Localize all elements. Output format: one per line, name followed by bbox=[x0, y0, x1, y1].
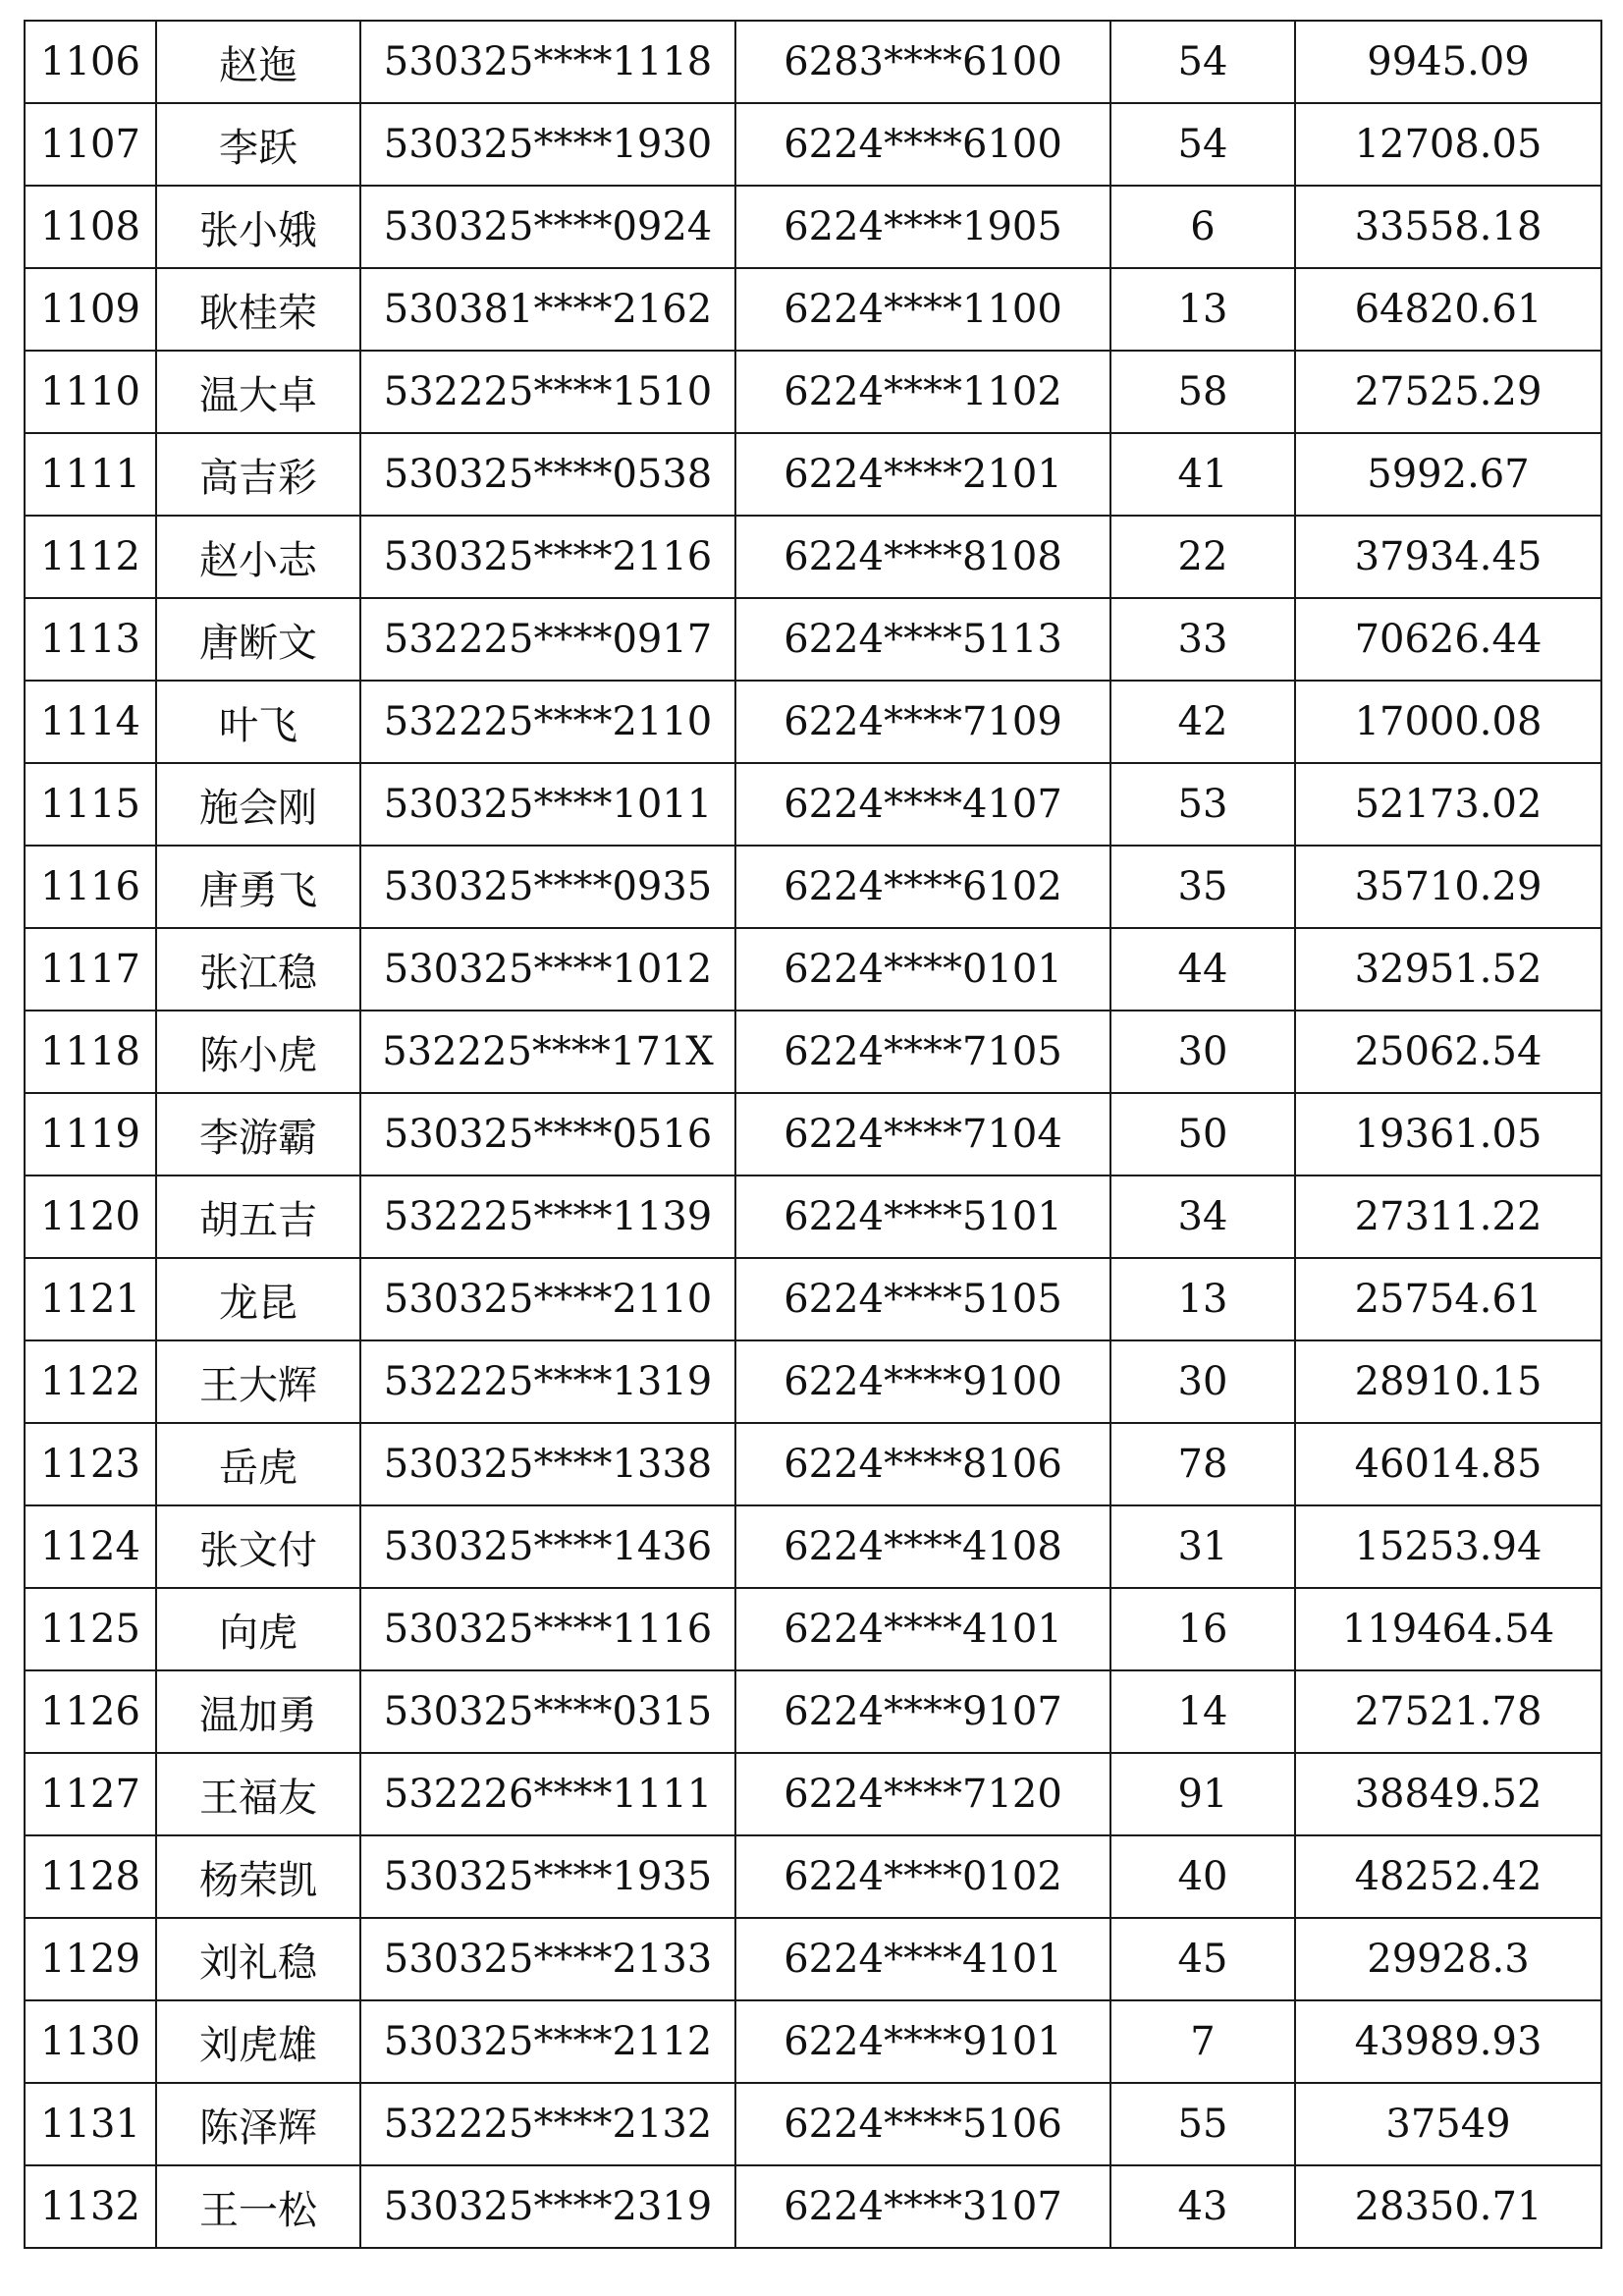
card-number-cell: 6224****2101 bbox=[735, 433, 1110, 516]
amount-cell: 52173.02 bbox=[1295, 763, 1601, 846]
table-row bbox=[25, 2165, 1601, 2248]
count-cell: 53 bbox=[1110, 763, 1295, 846]
name-cell: 刘礼稳 bbox=[156, 1918, 360, 2000]
id-number-cell: 530381****2162 bbox=[360, 268, 735, 351]
table-row bbox=[25, 103, 1601, 186]
amount-cell: 25062.54 bbox=[1295, 1011, 1601, 1093]
amount-cell: 46014.85 bbox=[1295, 1423, 1601, 1505]
table-row bbox=[25, 598, 1601, 681]
amount-cell: 5992.67 bbox=[1295, 433, 1601, 516]
card-number-cell: 6224****9100 bbox=[735, 1340, 1110, 1423]
count-cell: 31 bbox=[1110, 1505, 1295, 1588]
id-number-cell: 530325****1935 bbox=[360, 1835, 735, 1918]
row-number-cell: 1110 bbox=[25, 351, 156, 433]
row-number-cell: 1113 bbox=[25, 598, 156, 681]
count-cell: 16 bbox=[1110, 1588, 1295, 1670]
name-cell: 高吉彩 bbox=[156, 433, 360, 516]
id-number-cell: 532225****2132 bbox=[360, 2083, 735, 2165]
id-number-cell: 530325****1116 bbox=[360, 1588, 735, 1670]
count-cell: 41 bbox=[1110, 433, 1295, 516]
amount-cell: 32951.52 bbox=[1295, 928, 1601, 1011]
name-cell: 李游霸 bbox=[156, 1093, 360, 1175]
id-number-cell: 530325****2133 bbox=[360, 1918, 735, 2000]
count-cell: 91 bbox=[1110, 1753, 1295, 1835]
count-cell: 54 bbox=[1110, 103, 1295, 186]
card-number-cell: 6224****9107 bbox=[735, 1670, 1110, 1753]
card-number-cell: 6283****6100 bbox=[735, 21, 1110, 103]
row-number-cell: 1117 bbox=[25, 928, 156, 1011]
table-row bbox=[25, 1753, 1601, 1835]
amount-cell: 17000.08 bbox=[1295, 681, 1601, 763]
amount-cell: 37549 bbox=[1295, 2083, 1601, 2165]
card-number-cell: 6224****7109 bbox=[735, 681, 1110, 763]
count-cell: 44 bbox=[1110, 928, 1295, 1011]
id-number-cell: 530325****1436 bbox=[360, 1505, 735, 1588]
row-number-cell: 1107 bbox=[25, 103, 156, 186]
id-number-cell: 532225****2110 bbox=[360, 681, 735, 763]
card-number-cell: 6224****4108 bbox=[735, 1505, 1110, 1588]
table-row bbox=[25, 1011, 1601, 1093]
table-row bbox=[25, 1258, 1601, 1340]
card-number-cell: 6224****5101 bbox=[735, 1175, 1110, 1258]
row-number-cell: 1121 bbox=[25, 1258, 156, 1340]
amount-cell: 43989.93 bbox=[1295, 2000, 1601, 2083]
card-number-cell: 6224****8108 bbox=[735, 516, 1110, 598]
row-number-cell: 1128 bbox=[25, 1835, 156, 1918]
document-page bbox=[24, 20, 1600, 2249]
amount-cell: 119464.54 bbox=[1295, 1588, 1601, 1670]
card-number-cell: 6224****5113 bbox=[735, 598, 1110, 681]
amount-cell: 27521.78 bbox=[1295, 1670, 1601, 1753]
amount-cell: 64820.61 bbox=[1295, 268, 1601, 351]
row-number-cell: 1124 bbox=[25, 1505, 156, 1588]
amount-cell: 25754.61 bbox=[1295, 1258, 1601, 1340]
table-row bbox=[25, 1835, 1601, 1918]
table-row bbox=[25, 1175, 1601, 1258]
count-cell: 45 bbox=[1110, 1918, 1295, 2000]
id-number-cell: 532225****1139 bbox=[360, 1175, 735, 1258]
amount-cell: 12708.05 bbox=[1295, 103, 1601, 186]
count-cell: 58 bbox=[1110, 351, 1295, 433]
card-number-cell: 6224****7104 bbox=[735, 1093, 1110, 1175]
amount-cell: 15253.94 bbox=[1295, 1505, 1601, 1588]
id-number-cell: 530325****1338 bbox=[360, 1423, 735, 1505]
row-number-cell: 1109 bbox=[25, 268, 156, 351]
name-cell: 向虎 bbox=[156, 1588, 360, 1670]
card-number-cell: 6224****6100 bbox=[735, 103, 1110, 186]
name-cell: 施会刚 bbox=[156, 763, 360, 846]
amount-cell: 37934.45 bbox=[1295, 516, 1601, 598]
row-number-cell: 1126 bbox=[25, 1670, 156, 1753]
card-number-cell: 6224****1100 bbox=[735, 268, 1110, 351]
name-cell: 唐勇飞 bbox=[156, 846, 360, 928]
name-cell: 赵迤 bbox=[156, 21, 360, 103]
count-cell: 43 bbox=[1110, 2165, 1295, 2248]
row-number-cell: 1116 bbox=[25, 846, 156, 928]
id-number-cell: 530325****2319 bbox=[360, 2165, 735, 2248]
table-row bbox=[25, 21, 1601, 103]
card-number-cell: 6224****5106 bbox=[735, 2083, 1110, 2165]
table-row bbox=[25, 433, 1601, 516]
table-row bbox=[25, 1093, 1601, 1175]
table-row bbox=[25, 1423, 1601, 1505]
table-row bbox=[25, 681, 1601, 763]
table-row bbox=[25, 1588, 1601, 1670]
row-number-cell: 1108 bbox=[25, 186, 156, 268]
count-cell: 13 bbox=[1110, 268, 1295, 351]
card-number-cell: 6224****0101 bbox=[735, 928, 1110, 1011]
amount-cell: 28350.71 bbox=[1295, 2165, 1601, 2248]
row-number-cell: 1129 bbox=[25, 1918, 156, 2000]
id-number-cell: 530325****0935 bbox=[360, 846, 735, 928]
count-cell: 13 bbox=[1110, 1258, 1295, 1340]
table-row bbox=[25, 1670, 1601, 1753]
table-row bbox=[25, 846, 1601, 928]
row-number-cell: 1111 bbox=[25, 433, 156, 516]
amount-cell: 19361.05 bbox=[1295, 1093, 1601, 1175]
id-number-cell: 530325****1011 bbox=[360, 763, 735, 846]
amount-cell: 38849.52 bbox=[1295, 1753, 1601, 1835]
row-number-cell: 1127 bbox=[25, 1753, 156, 1835]
row-number-cell: 1130 bbox=[25, 2000, 156, 2083]
row-number-cell: 1119 bbox=[25, 1093, 156, 1175]
row-number-cell: 1132 bbox=[25, 2165, 156, 2248]
amount-cell: 29928.3 bbox=[1295, 1918, 1601, 2000]
name-cell: 唐断文 bbox=[156, 598, 360, 681]
name-cell: 杨荣凯 bbox=[156, 1835, 360, 1918]
table-row bbox=[25, 516, 1601, 598]
table-row bbox=[25, 2000, 1601, 2083]
card-number-cell: 6224****1905 bbox=[735, 186, 1110, 268]
table-row bbox=[25, 763, 1601, 846]
id-number-cell: 530325****2110 bbox=[360, 1258, 735, 1340]
id-number-cell: 530325****1930 bbox=[360, 103, 735, 186]
amount-cell: 27311.22 bbox=[1295, 1175, 1601, 1258]
count-cell: 78 bbox=[1110, 1423, 1295, 1505]
row-number-cell: 1131 bbox=[25, 2083, 156, 2165]
card-number-cell: 6224****3107 bbox=[735, 2165, 1110, 2248]
count-cell: 6 bbox=[1110, 186, 1295, 268]
card-number-cell: 6224****8106 bbox=[735, 1423, 1110, 1505]
count-cell: 22 bbox=[1110, 516, 1295, 598]
name-cell: 张江稳 bbox=[156, 928, 360, 1011]
row-number-cell: 1114 bbox=[25, 681, 156, 763]
name-cell: 龙昆 bbox=[156, 1258, 360, 1340]
table-row bbox=[25, 1340, 1601, 1423]
row-number-cell: 1125 bbox=[25, 1588, 156, 1670]
card-number-cell: 6224****6102 bbox=[735, 846, 1110, 928]
name-cell: 王福友 bbox=[156, 1753, 360, 1835]
count-cell: 35 bbox=[1110, 846, 1295, 928]
id-number-cell: 530325****1012 bbox=[360, 928, 735, 1011]
amount-cell: 35710.29 bbox=[1295, 846, 1601, 928]
card-number-cell: 6224****7105 bbox=[735, 1011, 1110, 1093]
row-number-cell: 1106 bbox=[25, 21, 156, 103]
row-number-cell: 1122 bbox=[25, 1340, 156, 1423]
name-cell: 耿桂荣 bbox=[156, 268, 360, 351]
count-cell: 50 bbox=[1110, 1093, 1295, 1175]
amount-cell: 70626.44 bbox=[1295, 598, 1601, 681]
name-cell: 李跃 bbox=[156, 103, 360, 186]
amount-cell: 9945.09 bbox=[1295, 21, 1601, 103]
name-cell: 温加勇 bbox=[156, 1670, 360, 1753]
table-row bbox=[25, 1505, 1601, 1588]
id-number-cell: 532225****1319 bbox=[360, 1340, 735, 1423]
name-cell: 胡五吉 bbox=[156, 1175, 360, 1258]
count-cell: 30 bbox=[1110, 1011, 1295, 1093]
id-number-cell: 530325****2112 bbox=[360, 2000, 735, 2083]
id-number-cell: 532225****1510 bbox=[360, 351, 735, 433]
count-cell: 14 bbox=[1110, 1670, 1295, 1753]
card-number-cell: 6224****9101 bbox=[735, 2000, 1110, 2083]
table-row bbox=[25, 2083, 1601, 2165]
card-number-cell: 6224****5105 bbox=[735, 1258, 1110, 1340]
id-number-cell: 532226****1111 bbox=[360, 1753, 735, 1835]
card-number-cell: 6224****0102 bbox=[735, 1835, 1110, 1918]
count-cell: 7 bbox=[1110, 2000, 1295, 2083]
card-number-cell: 6224****7120 bbox=[735, 1753, 1110, 1835]
row-number-cell: 1120 bbox=[25, 1175, 156, 1258]
count-cell: 40 bbox=[1110, 1835, 1295, 1918]
table-row bbox=[25, 351, 1601, 433]
name-cell: 王一松 bbox=[156, 2165, 360, 2248]
table-body bbox=[25, 21, 1601, 2248]
id-number-cell: 530325****0924 bbox=[360, 186, 735, 268]
name-cell: 张文付 bbox=[156, 1505, 360, 1588]
id-number-cell: 532225****171X bbox=[360, 1011, 735, 1093]
table-row bbox=[25, 1918, 1601, 2000]
card-number-cell: 6224****4101 bbox=[735, 1918, 1110, 2000]
name-cell: 陈泽辉 bbox=[156, 2083, 360, 2165]
id-number-cell: 530325****1118 bbox=[360, 21, 735, 103]
name-cell: 刘虎雄 bbox=[156, 2000, 360, 2083]
amount-cell: 27525.29 bbox=[1295, 351, 1601, 433]
table-row bbox=[25, 928, 1601, 1011]
id-number-cell: 530325****0315 bbox=[360, 1670, 735, 1753]
table-row bbox=[25, 268, 1601, 351]
name-cell: 张小娥 bbox=[156, 186, 360, 268]
id-number-cell: 530325****0538 bbox=[360, 433, 735, 516]
name-cell: 温大卓 bbox=[156, 351, 360, 433]
name-cell: 王大辉 bbox=[156, 1340, 360, 1423]
count-cell: 55 bbox=[1110, 2083, 1295, 2165]
row-number-cell: 1112 bbox=[25, 516, 156, 598]
amount-cell: 33558.18 bbox=[1295, 186, 1601, 268]
table-row bbox=[25, 186, 1601, 268]
count-cell: 42 bbox=[1110, 681, 1295, 763]
amount-cell: 48252.42 bbox=[1295, 1835, 1601, 1918]
id-number-cell: 530325****2116 bbox=[360, 516, 735, 598]
card-number-cell: 6224****4101 bbox=[735, 1588, 1110, 1670]
count-cell: 54 bbox=[1110, 21, 1295, 103]
row-number-cell: 1115 bbox=[25, 763, 156, 846]
count-cell: 33 bbox=[1110, 598, 1295, 681]
data-table bbox=[24, 20, 1602, 2249]
name-cell: 岳虎 bbox=[156, 1423, 360, 1505]
card-number-cell: 6224****4107 bbox=[735, 763, 1110, 846]
id-number-cell: 532225****0917 bbox=[360, 598, 735, 681]
name-cell: 赵小志 bbox=[156, 516, 360, 598]
row-number-cell: 1123 bbox=[25, 1423, 156, 1505]
amount-cell: 28910.15 bbox=[1295, 1340, 1601, 1423]
name-cell: 叶飞 bbox=[156, 681, 360, 763]
card-number-cell: 6224****1102 bbox=[735, 351, 1110, 433]
count-cell: 34 bbox=[1110, 1175, 1295, 1258]
count-cell: 30 bbox=[1110, 1340, 1295, 1423]
row-number-cell: 1118 bbox=[25, 1011, 156, 1093]
name-cell: 陈小虎 bbox=[156, 1011, 360, 1093]
id-number-cell: 530325****0516 bbox=[360, 1093, 735, 1175]
